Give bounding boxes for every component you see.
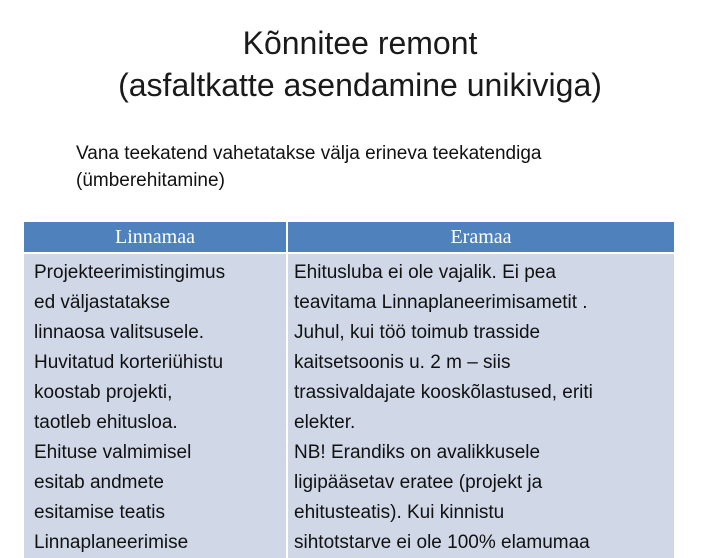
comparison-table (24, 222, 674, 553)
cell-line: teavitama Linnaplaneerimisametit . (294, 292, 588, 313)
table-header-eramaa: Eramaa (288, 222, 674, 252)
cell-line: sihtotstarve ei ole 100% elamumaa (294, 532, 590, 553)
table-column-linnamaa (24, 222, 286, 553)
cell-line: elekter. (294, 412, 356, 433)
cell-line: kaitsetsoonis u. 2 m – siis (294, 352, 511, 373)
cell-line: esitab andmete (34, 472, 164, 493)
title-line-1: Kõnnitee remont (242, 25, 478, 61)
title-line-2: (asfaltkatte asendamine unikiviga) (118, 67, 602, 103)
slide-subtitle (76, 140, 696, 194)
slide-title (0, 22, 720, 106)
cell-line: esitamise teatis (34, 502, 165, 523)
cell-line: Ehituse valmimisel (34, 442, 192, 463)
cell-line: Ehitusluba ei ole vajalik. Ei pea (294, 262, 556, 283)
cell-line: ligipääsetav eratee (projekt ja (294, 472, 543, 493)
table-column-eramaa (288, 222, 674, 553)
cell-line: NB! Erandiks on avalikkusele (294, 442, 541, 463)
table-cell-linnamaa (24, 254, 286, 558)
table-cell-eramaa (288, 254, 674, 558)
subtitle-line-1: Vana teekatend vahetatakse välja erineva teekatendiga (76, 143, 542, 164)
cell-line: Projekteerimistingimus (34, 262, 226, 283)
cell-line: taotleb ehitusloa. (34, 412, 178, 433)
cell-line: linnaosa valitsusele. (34, 322, 205, 343)
table-header-linnamaa: Linnamaa (24, 222, 286, 252)
cell-line: trassivaldajate kooskõlastused, eriti (294, 382, 593, 403)
subtitle-line-2: (ümberehitamine) (76, 170, 225, 191)
cell-line: Juhul, kui töö toimub trasside (294, 322, 541, 343)
cell-line: ed väljastatakse (34, 292, 171, 313)
cell-line: ehitusteatis). Kui kinnistu (294, 502, 505, 523)
cell-line: Huvitatud korteriühistu (34, 352, 224, 373)
cell-line: koostab projekti, (34, 382, 173, 403)
cell-line: Linnaplaneerimise (34, 532, 189, 553)
